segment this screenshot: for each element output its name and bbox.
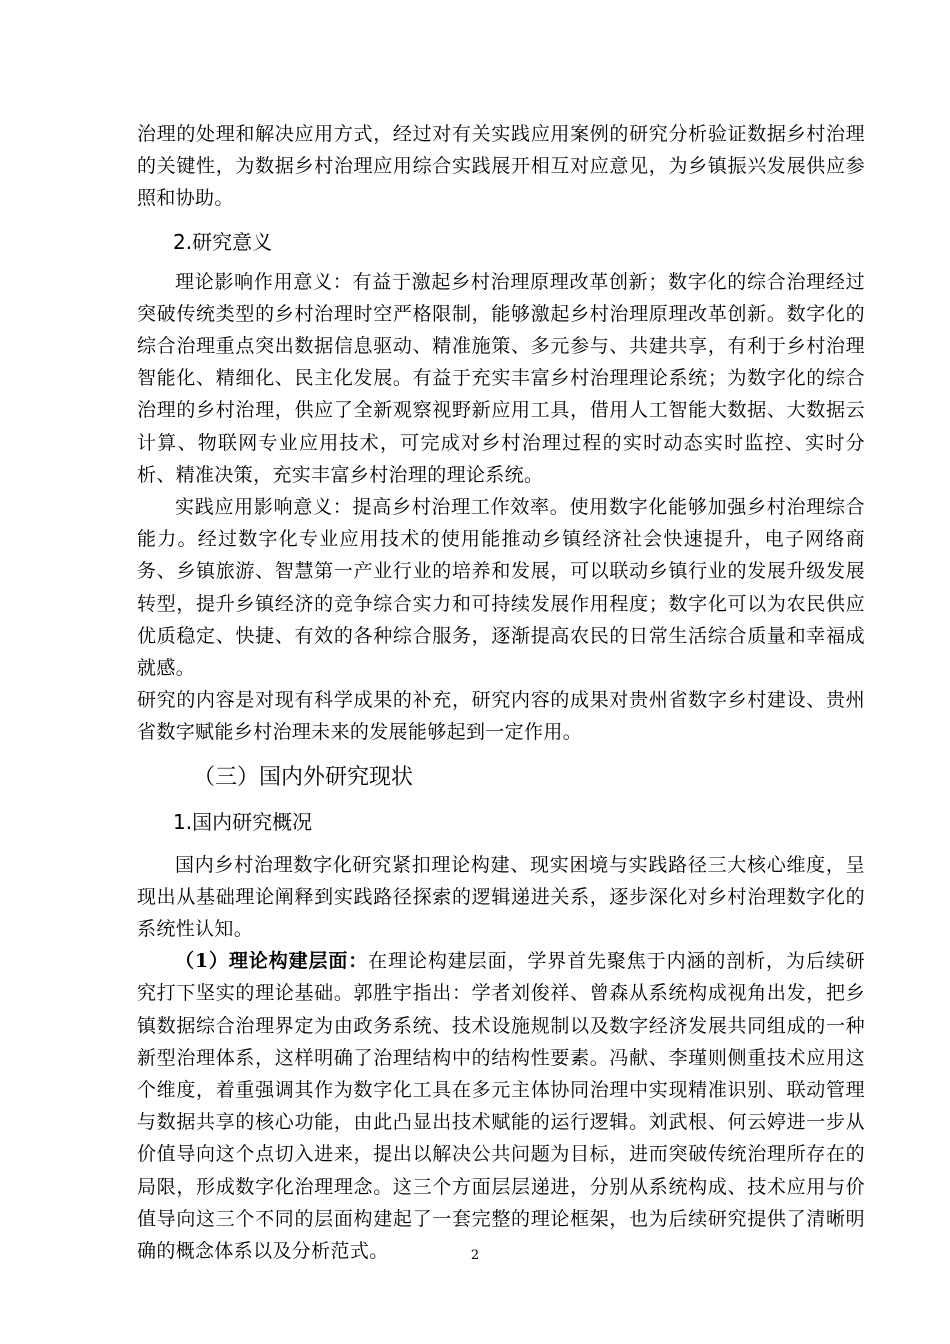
- paragraph-continued: 治理的处理和解决应用方式，经过对有关实践应用案例的研究分析验证数据乡村治理的关键性，为数据乡村治理应用综合实践展开相互对应意见，为乡镇振兴发展供应参照和协助。: [137, 123, 865, 210]
- heading-domestic-overview: 1.国内研究概况: [173, 809, 313, 834]
- paragraph-practice-significance: 实践应用影响意义：提高乡村治理工作效率。使用数字化能够加强乡村治理综合能力。经过数字化专业应用技术的使用能推动乡镇经济社会快速提升，电子网络商务、乡镇旅游、智慧第一产业行业的培养和发展，可以联动乡镇行业的发展升级发展转型，提升乡镇经济的竞争综合实力和可持续发展作用程度；数字化可以为农民供应优质稳定、快捷、有效的各种综合服务，逐渐提高农民的日常生活综合质量和幸福成就感。: [137, 496, 865, 680]
- page-number: 2: [470, 1248, 480, 1263]
- document-page: [137, 118, 865, 1267]
- paragraph-research-contribution: 研究的内容是对现有科学成果的补充，研究内容的成果对贵州省数字乡村建设、贵州省数字赋能乡村治理未来的发展能够起到一定作用。: [137, 689, 865, 744]
- paragraph-domestic-intro: 国内乡村治理数字化研究紧扣理论构建、现实困境与实践路径三大核心维度，呈现出从基础理论阐释到实践路径探索的逻辑递进关系，逐步深化对乡村治理数字化的系统性认知。: [137, 853, 865, 941]
- heading-research-significance: 2.研究意义: [173, 229, 273, 254]
- paragraph-theory-significance: 理论影响作用意义：有益于激起乡村治理原理改革创新；数字化的综合治理经过突破传统类型的乡村治理时空严格限制，能够激起乡村治理原理改革创新。数字化的综合治理重点突出数据信息驱动、精准施策、多元参与、共建共享，有利于乡村治理智能化、精细化、民主化发展。有益于充实丰富乡村治理理论系统；为数字化的综合治理的乡村治理，供应了全新观察视野新应用工具，借用人工智能大数据、大数据云计算、物联网专业应用技术，可完成对乡村治理过程的实时动态实时监控、实时分析、精准决策，充实丰富乡村治理的理论系统。: [137, 270, 865, 486]
- paragraph-theory-construction: [137, 945, 865, 1267]
- theory-construction-body: 在理论构建层面，学界首先聚焦于内涵的剖析，为后续研究打下坚实的理论基础。郭胜宇指出：学者刘俊祥、曾森从系统构成视角出发，把乡镇数据综合治理界定为由政务系统、技术设施规制以及数字经济发展共同组成的一种新型治理体系，这样明确了治理结构中的结构性要素。冯献、李瑾则侧重技术应用这个维度，着重强调其作为数字化工具在多元主体协同治理中实现精准识别、联动管理与数据共享的核心功能，由此凸显出技术赋能的运行逻辑。刘武根、何云婷进一步从价值导向这个点切入进来，提出以解决公共问题为目标，进而突破传统治理所存在的局限，形成数字化治理理念。这三个方面层层递进，分别从系统构成、技术应用与价值导向这三个不同的层面构建起了一套完整的理论框架，也为后续研究提供了清晰明确的概念体系以及分析范式。: [137, 950, 865, 1263]
- heading-section-three: （三）国内外研究现状: [193, 764, 414, 790]
- theory-construction-lead: （1）理论构建层面：: [175, 950, 369, 973]
